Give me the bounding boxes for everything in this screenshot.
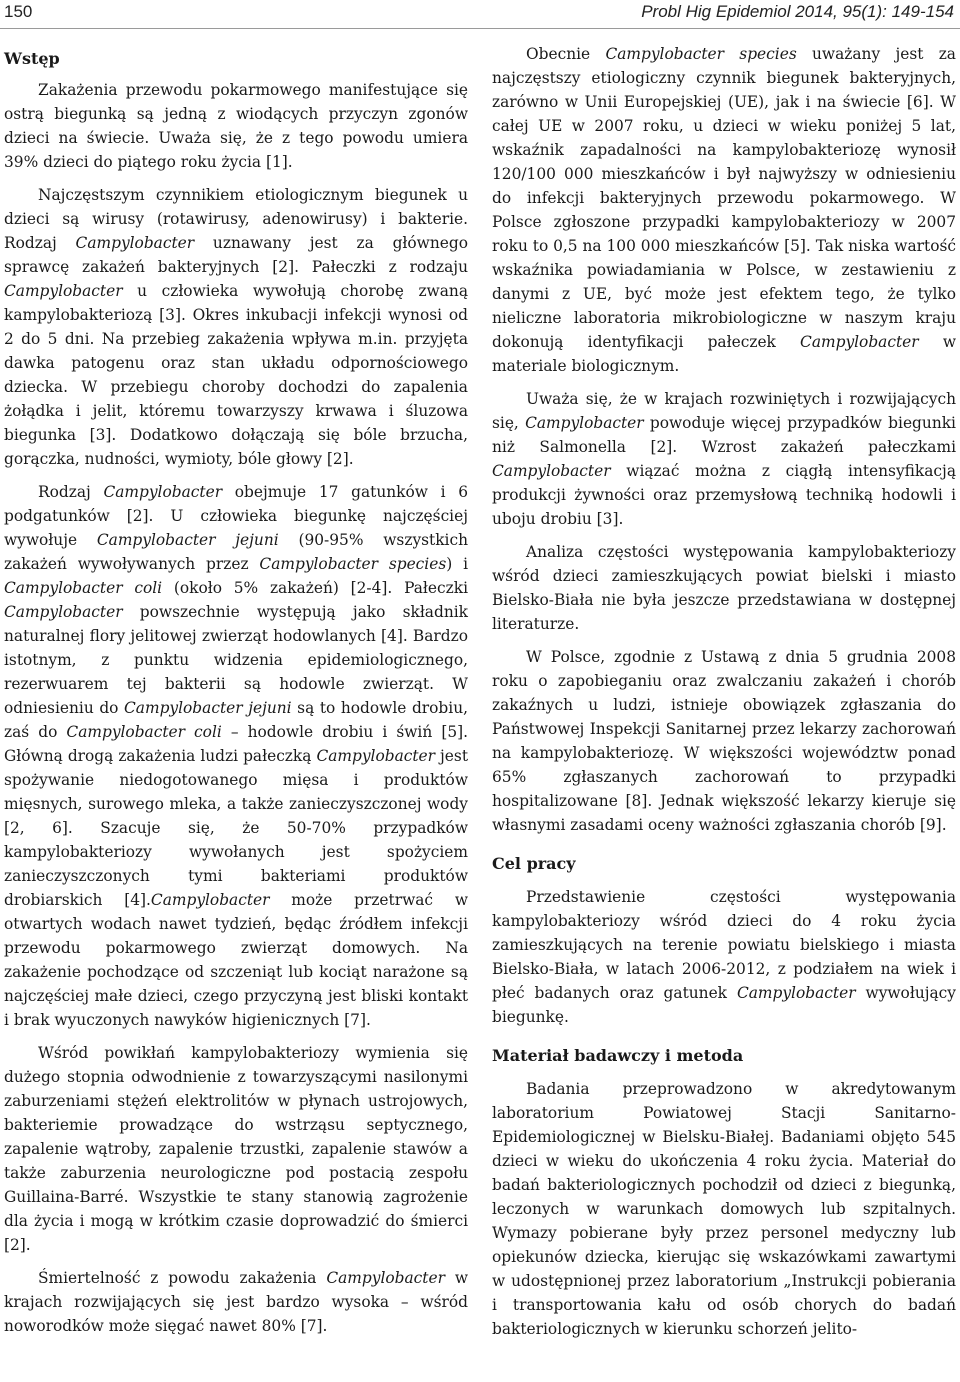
left-column	[4, 42, 468, 1347]
paragraph: Przedstawienie częstości występowania kampylobakteriozy wśród dzieci do 4 roku życia zamieszkujących na terenie powiatu bielskiego i miasta Bielsko-Biała, w latach 2006-2012, z podziałem na wiek i płeć badanych oraz gatunek Campylobacter wywołujący biegunkę.	[492, 888, 956, 1026]
paragraph: Zakażenia przewodu pokarmowego manifestujące się ostrą biegunką są jedną z wiodących przyczyn zgonów dzieci na świecie. Uważa się, że z tego powodu umiera 39% dzieci do piątego roku życia [1].	[4, 81, 468, 171]
paragraph: Badania przeprowadzono w akredytowanym laboratorium Powiatowej Stacji Sanitarno-Epidemiologicznej w Bielsku-Białej. Badaniami objęto 545 dzieci w wieku do ukończenia 4 roku życia. Materiał do badań bakteriologicznych pochodził od dzieci z biegunką, leczonych w warunkach domowych lub szpitalnych. Wymazy pobierane były przez personel medyczny lub opiekunów dziecka, kierując się wskazówkami zawartymi w udostępnionej przez laboratorium „Instrukcji pobierania i transportowania kału od osób chorych do badań bakteriologicznych w kierunku schorzeń jelito-	[492, 1080, 956, 1338]
section-heading-introduction: Wstęp	[4, 49, 60, 68]
paragraph: Rodzaj Campylobacter obejmuje 17 gatunków i 6 podgatunków [2]. U człowieka biegunkę najczęściej wywołuje Campylobacter jejuni (90-95% wszystkich zakażeń wywoływanych przez Campylobacter species) i Campylobacter coli (około 5% zakażeń) [2-4]. Pałeczki Campylobacter powszechnie występują jako składnik naturalnej flory jelitowej zwierząt hodowlanych [4]. Bardzo istotnym, z punktu widzenia epidemiologicznego, rezerwuarem tej bakterii są hodowle zwierząt. W odniesieniu do Campylobacter jejuni są to hodowle drobiu, zaś do Campylobacter coli – hodowle drobiu i świń [5]. Główną drogą zakażenia ludzi pałeczką Campylobacter jest spożywanie niedogotowanego mięsa i produktów mięsnych, surowego mleka, a także zanieczyszczonej wody [2, 6]. Szacuje się, że 50-70% przypadków kampylobakteriozy wywołanych jest spożyciem zanieczyszczonych tymi bakteriami produktów drobiarskich [4].Campylobacter może przetrwać w otwartych wodach nawet tydzień, będąc źródłem infekcji przewodu pokarmowego zwierząt domowych. Na zakażenie pochodzące od szczeniąt lub kociąt narażone są najczęściej małe dzieci, czego przyczyną jest bliski kontakt i brak wyuczonych nawyków higienicznych [7].	[4, 483, 469, 1029]
section-heading-methods: Materiał badawczy i metoda	[492, 1046, 744, 1065]
paragraph: Uważa się, że w krajach rozwiniętych i rozwijających się, Campylobacter powoduje więcej przypadków biegunki niż Salmonella [2]. Wzrost zakażeń pałeczkami Campylobacter wiązać można z ciągłą intensyfikacją produkcji żywności oraz przemysłową techniką hodowli i uboju drobiu [3].	[492, 390, 956, 528]
journal-citation: Probl Hig Epidemiol 2014, 95(1): 149-154	[641, 2, 954, 21]
paragraph: W Polsce, zgodnie z Ustawą z dnia 5 grudnia 2008 roku o zapobieganiu oraz zwalczaniu zakażeń i chorób zakaźnych u ludzi, istnieje obowiązek zgłaszania do Państwowej Inspekcji Sanitarnej przez lekarzy zachorowań na kampylobakteriozę. W większości województw ponad 65% zgłaszanych zachorowań to przypadki hospitalizowane [8]. Jednak większość lekarzy kieruje się własnymi zasadami oceny ważności zgłaszania chorób [9].	[492, 648, 956, 834]
paragraph: Najczęstszym czynnikiem etiologicznym biegunek u dzieci są wirusy (rotawirusy, adenowirusy) i bakterie. Rodzaj Campylobacter uznawany jest za głównego sprawcę zakażeń bakteryjnych [2]. Pałeczki z rodzaju Campylobacter u człowieka wywołują chorobę zwaną kampylobakteriozą [3]. Okres inkubacji infekcji wynosi od 2 do 5 dni. Na przebieg zakażenia wpływa m.in. przyjęta dawka patogenu oraz stan układu odpornościowego dziecka. W przebiegu choroby dochodzi do zapalenia żołądka i jelit, któremu towarzyszy krwawa i śluzowa biegunka [3]. Dodatkowo dołączają się bóle brzucha, gorączka, nudności, wymioty, bóle głowy [2].	[4, 186, 468, 468]
page-header	[0, 0, 960, 29]
paragraph: Śmiertelność z powodu zakażenia Campylobacter w krajach rozwijających się jest bardzo wysoka – wśród noworodków może sięgać nawet 80% [7].	[4, 1269, 468, 1335]
section-heading-goal: Cel pracy	[492, 854, 576, 873]
right-column	[492, 42, 956, 1350]
paragraph: Obecnie Campylobacter species uważany jest za najczęstszy etiologiczny czynnik biegunek bakteryjnych, zarówno w Unii Europejskiej (UE), jak i na świecie [6]. W całej UE w 2007 roku, u dzieci w wieku poniżej 5 lat, wskaźnik zapadalności na kampylobakteriozę wynosił 120/100 000 mieszkańców i był najwyższy w odniesieniu do infekcji bakteryjnych przewodu pokarmowego. W Polsce zgłoszone przypadki kampylobakteriozy w 2007 roku to 0,5 na 100 000 mieszkańców [5]. Tak niska wartość wskaźnika powiadamiania w Polsce, w zestawieniu z danymi z UE, być może jest efektem tego, że tylko nieliczne laboratoria mikrobiologiczne w naszym kraju dokonują identyfikacji pałeczek Campylobacter w materiale biologicznym.	[492, 45, 956, 375]
paragraph: Analiza częstości występowania kampylobakteriozy wśród dzieci zamieszkujących powiat bielski i miasto Bielsko-Biała nie była jeszcze przedstawiana w dostępnej literaturze.	[492, 543, 956, 633]
page-number: 150	[4, 2, 33, 21]
paragraph: Wśród powikłań kampylobakteriozy wymienia się dużego stopnia odwodnienie z towarzyszącymi nasilonymi zaburzeniami stężeń elektrolitów w płynach ustrojowych, bakteriemie prowadzące do wstrząsu septycznego, zapalenie wątroby, zapalenie trzustki, zapalenie stawów a także zaburzenia neurologiczne pod postacią zespołu Guillaina-Barré. Wszystkie te stany stanowią zagrożenie dla życia i mogą w krótkim czasie doprowadzić do śmierci [2].	[4, 1044, 468, 1254]
